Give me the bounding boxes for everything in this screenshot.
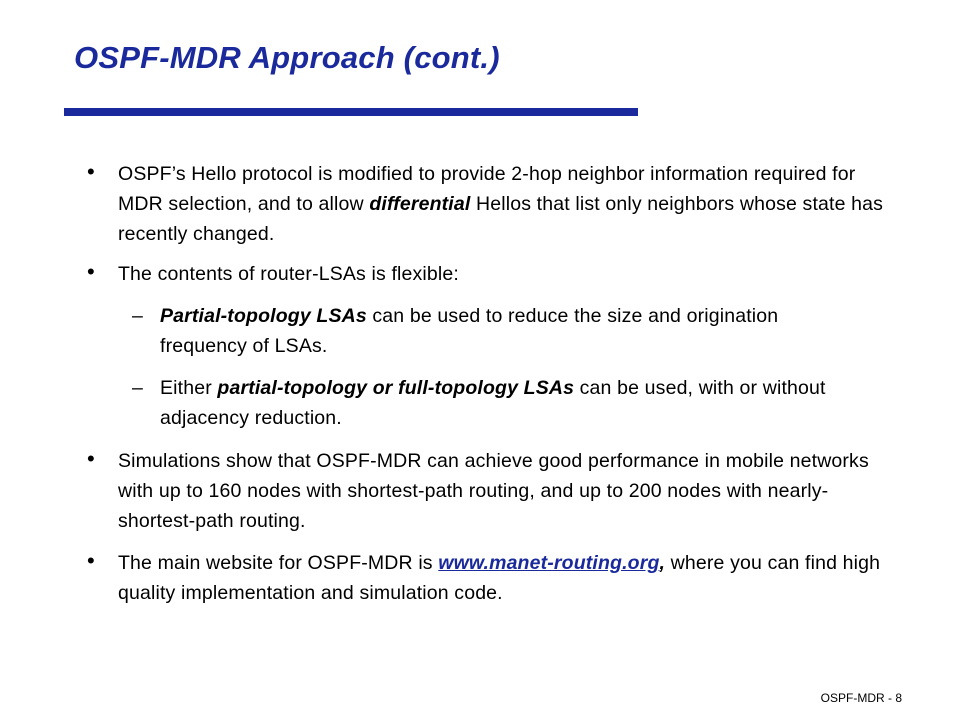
subbullet-emphasis: partial-topology or full-topology LSAs: [217, 377, 575, 399]
website-link[interactable]: www.manet-routing.org: [438, 552, 660, 574]
bullet-website: [87, 548, 888, 608]
bullet-router-lsas: [87, 259, 888, 289]
link-comma: ,: [659, 552, 666, 574]
subbullet-partial-topology: [132, 301, 860, 361]
subbullet-text: Either: [160, 377, 218, 399]
bullet-text: Simulations show that OSPF-MDR can achieve good performance in mobile networks with up to 160 nodes with shortest-path routing, and up to 200 nodes with nearly-shortest-path routing.: [118, 450, 869, 532]
bullet-text: Hellos that list only neighbors whose state has recently changed.: [118, 193, 884, 245]
bullet-marker: •: [87, 159, 95, 184]
subbullet-full-topology: [132, 373, 860, 433]
slide-footer-page-number: OSPF-MDR - 8: [820, 691, 902, 705]
bullet-text: The contents of router-LSAs is flexible:: [118, 263, 459, 285]
subbullet-text: can be used to reduce the size and origination frequency of LSAs.: [160, 305, 779, 357]
bullet-text: The main website for OSPF-MDR is: [118, 552, 439, 574]
bullet-marker: •: [87, 446, 95, 471]
bullet-text: OSPF’s Hello protocol is modified to provide 2-hop neighbor information required for MDR selection, and to allow: [118, 163, 856, 215]
bullet-marker: •: [87, 259, 95, 284]
slide-title: OSPF-MDR Approach (cont.): [74, 40, 500, 75]
dash-marker: –: [132, 377, 143, 399]
bullet-hello-protocol: [87, 159, 888, 249]
bullet-emphasis: differential: [369, 193, 471, 215]
bullet-simulations: [87, 446, 888, 536]
title-underline-bar: [64, 108, 638, 116]
dash-marker: –: [132, 305, 143, 327]
bullet-text: where you can find high quality implementation and simulation code.: [118, 552, 881, 604]
subbullet-text: can be used, with or without adjacency reduction.: [160, 377, 826, 429]
bullet-marker: •: [87, 548, 95, 573]
subbullet-emphasis: Partial-topology LSAs: [160, 305, 367, 327]
